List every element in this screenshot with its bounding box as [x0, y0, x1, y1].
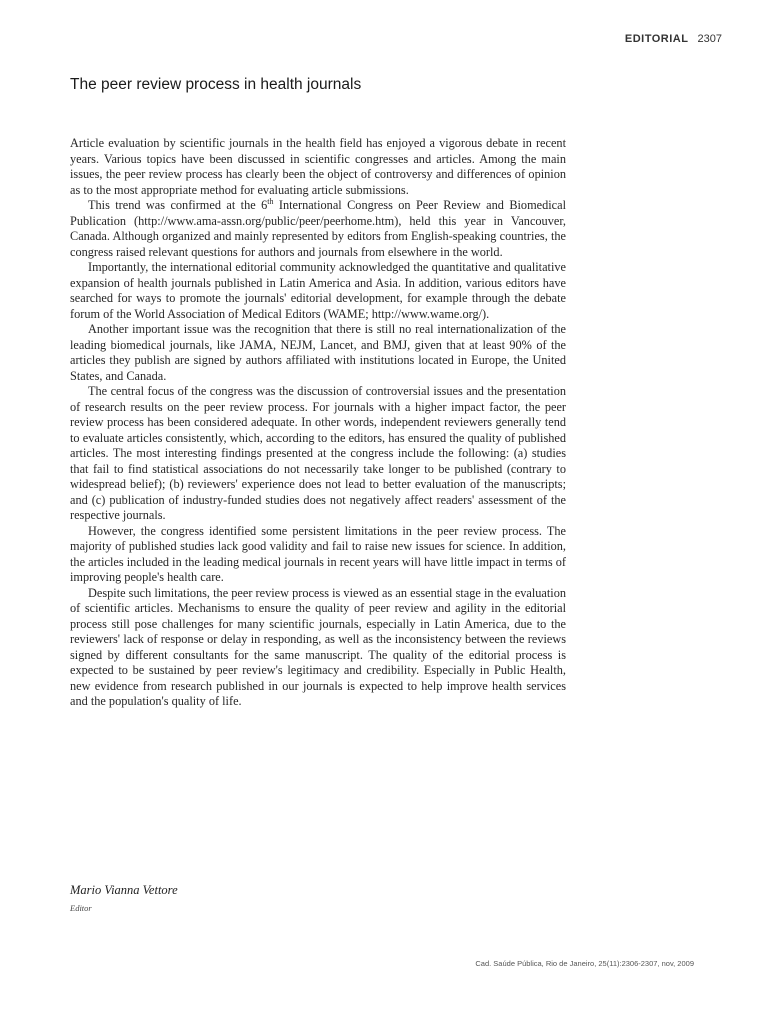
paragraph-5: The central focus of the congress was the discussion of controversial issues and the presentation of research results on the peer review process. For journals with a higher impact factor, the peer review process has been considered adequate. In other words, independent reviewers generally tend to evaluate articles consistently, which, according to the editors, has ensured the quality of published articles. The most interesting findings presented at the congress include the following: (a) studies that fail to find statistical associations do not necessarily take longer to be published (contrary to widespread belief); (b) reviewers' experience does not lead to better evaluation of the manuscripts; and (c) publication of industry-funded studies does not negatively affect readers' assessment of the respective journals. [70, 384, 566, 522]
article-title: The peer review process in health journals [70, 76, 362, 93]
author-name: Mario Vianna Vettore [70, 883, 178, 897]
citation-footer: Cad. Saúde Pública, Rio de Janeiro, 25(11):2306-2307, nov, 2009 [475, 959, 694, 968]
paragraph-6: However, the congress identified some persistent limitations in the peer review process. The majority of published studies lack good validity and fail to raise new issues for science. In addition, the articles included in the leading medical journals in recent years will have little impact in terms of improving people's health care. [70, 523, 566, 584]
ordinal-suffix: th [267, 196, 274, 206]
article-body [70, 136, 566, 710]
paragraph-1: Article evaluation by scientific journals in the health field has enjoyed a vigorous debate in recent years. Various topics have been discussed in scientific congresses and articles. Among the main issues, the peer review process has clearly been the object of controversy and differences of opinion as to the most appropriate method for evaluating article submissions. [70, 136, 566, 197]
paragraph-2-start: This trend was confirmed at the 6 [88, 198, 268, 212]
page-number: 2307 [697, 33, 722, 45]
section-label: EDITORIAL [624, 33, 689, 45]
author-role: Editor [70, 903, 92, 913]
paragraph-2 [70, 198, 566, 260]
running-header [625, 33, 722, 45]
paragraph-2-rest: International Congress on Peer Review and Biomedical Publication (http://www.ama-assn.org/public/peer/peerhome.htm), held this year in Vancouver, Canada. Although organized and mainly represented by editors from English-speaking countries, the congress raised relevant questions for authors and journals from elsewhere in the world. [70, 198, 567, 259]
paragraph-7: Despite such limitations, the peer review process is viewed as an essential stage in the evaluation of scientific articles. Mechanisms to ensure the quality of peer review and agility in the editorial process still pose challenges for many scientific journals, especially in Latin America, due to the reviewers' lack of response or delay in responding, as well as the inconsistency between the reviews signed by different consultants for the same manuscript. The quality of the editorial process is expected to be sustained by peer review's legitimacy and credibility. Especially in Public Health, new evidence from research published in our journals is expected to help improve health services and the population's quality of life. [70, 585, 566, 708]
paragraph-4: Another important issue was the recognition that there is still no real internationalization of the leading biomedical journals, like JAMA, NEJM, Lancet, and BMJ, given that at least 90% of the articles they publish are signed by authors affiliated with institutions located in Europe, the United States, and Canada. [70, 322, 566, 383]
paragraph-3: Importantly, the international editorial community acknowledged the quantitative and qualitative expansion of health journals published in Latin America and Asia. In addition, various editors have searched for ways to promote the journals' editorial development, for example through the debate forum of the World Association of Medical Editors (WAME; http://www.wame.org/). [70, 260, 566, 321]
